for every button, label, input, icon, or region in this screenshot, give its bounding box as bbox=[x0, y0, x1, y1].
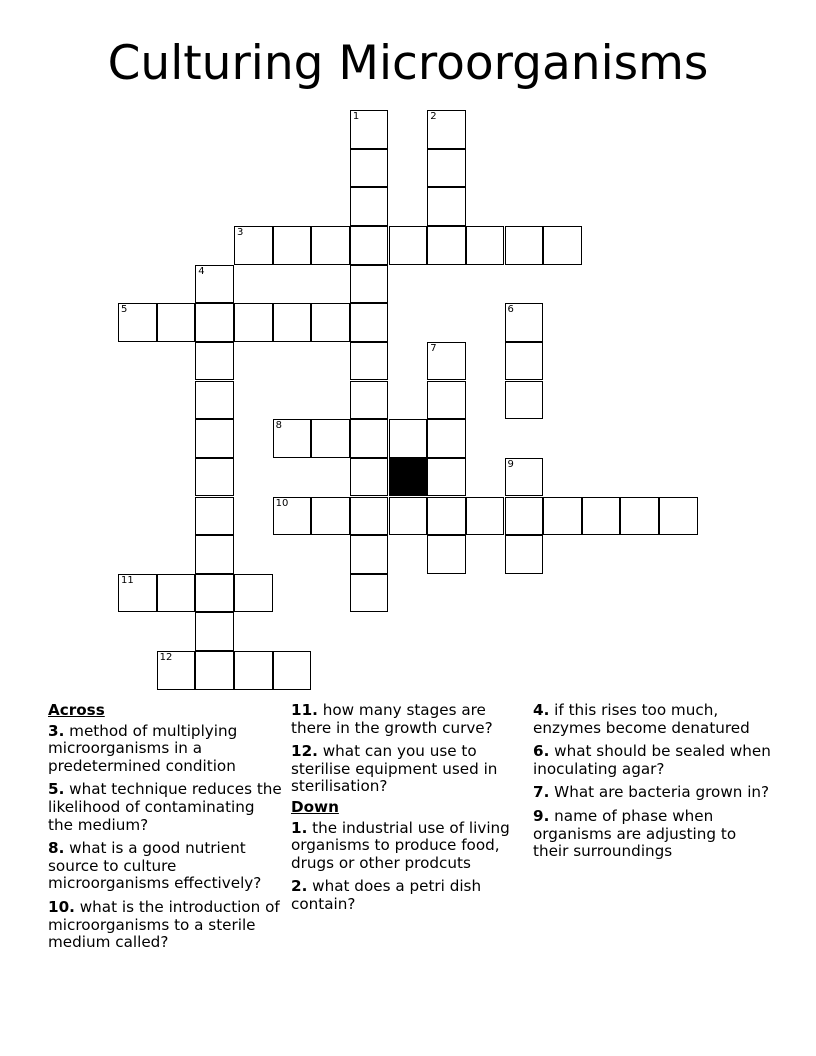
grid-cell[interactable] bbox=[273, 651, 312, 690]
grid-cell[interactable] bbox=[505, 342, 544, 381]
grid-cell[interactable] bbox=[195, 651, 234, 690]
grid-cell[interactable] bbox=[427, 381, 466, 420]
clue-number: 9 bbox=[507, 458, 514, 470]
grid-cell[interactable] bbox=[195, 419, 234, 458]
grid-cell[interactable] bbox=[466, 497, 505, 536]
grid-cell-2[interactable] bbox=[427, 110, 466, 149]
grid-cell[interactable] bbox=[195, 497, 234, 536]
grid-cell[interactable] bbox=[195, 612, 234, 651]
clue-number: 4 bbox=[198, 265, 205, 277]
grid-cell[interactable] bbox=[350, 226, 389, 265]
grid-cell[interactable] bbox=[195, 381, 234, 420]
grid-cell-8[interactable] bbox=[273, 419, 312, 458]
grid-cell-4[interactable] bbox=[195, 265, 234, 304]
grid-cell[interactable] bbox=[350, 187, 389, 226]
grid-cell[interactable] bbox=[389, 226, 428, 265]
grid-cell[interactable] bbox=[505, 226, 544, 265]
grid-cell[interactable] bbox=[234, 574, 273, 613]
grid-cell-6[interactable] bbox=[505, 303, 544, 342]
grid-cell[interactable] bbox=[195, 342, 234, 381]
grid-cell[interactable] bbox=[234, 651, 273, 690]
across-heading: Across bbox=[48, 701, 105, 719]
grid-cell[interactable] bbox=[389, 419, 428, 458]
grid-cell[interactable] bbox=[543, 497, 582, 536]
grid-cell[interactable] bbox=[195, 574, 234, 613]
grid-cell[interactable] bbox=[543, 226, 582, 265]
grid-cell[interactable] bbox=[311, 303, 350, 342]
grid-cell[interactable] bbox=[427, 187, 466, 226]
clue-down-2: 2. what does a petri dish contain? bbox=[291, 877, 482, 913]
grid-cell[interactable] bbox=[350, 574, 389, 613]
grid-cell[interactable] bbox=[273, 303, 312, 342]
clue-across-5: 5. what technique reduces the likelihood of contaminating the medium? bbox=[48, 780, 282, 834]
grid-cell[interactable] bbox=[659, 497, 698, 536]
clue-number: 8 bbox=[275, 420, 282, 432]
clue-down-7: 7. What are bacteria grown in? bbox=[533, 783, 770, 802]
clue-across-10: 10. what is the introduction of microorganisms to a sterile medium called? bbox=[48, 897, 280, 952]
grid-cell[interactable] bbox=[195, 535, 234, 574]
grid-cell-3[interactable] bbox=[234, 226, 273, 265]
grid-cell[interactable] bbox=[350, 342, 389, 381]
clue-column-1 bbox=[48, 702, 283, 958]
grid-cell-11[interactable] bbox=[118, 574, 157, 613]
clue-column-3 bbox=[533, 702, 773, 867]
grid-cell[interactable] bbox=[157, 574, 196, 613]
grid-cell-1[interactable] bbox=[350, 110, 389, 149]
grid-cell[interactable] bbox=[427, 535, 466, 574]
grid-cell[interactable] bbox=[505, 381, 544, 420]
grid-cell[interactable] bbox=[427, 497, 466, 536]
clue-number: 3 bbox=[236, 226, 244, 238]
grid-cell[interactable] bbox=[505, 535, 544, 574]
grid-cell[interactable] bbox=[234, 303, 273, 342]
clue-number: 7 bbox=[430, 342, 437, 354]
clue-down-9: 9. name of phase when organisms are adjusting to their surroundings bbox=[533, 806, 737, 861]
grid-cell[interactable] bbox=[389, 497, 428, 536]
clue-number: 11 bbox=[121, 574, 134, 586]
clue-across-12: 12. what can you use to sterilise equipment used in sterilisation? bbox=[291, 742, 498, 796]
grid-cell[interactable] bbox=[350, 535, 389, 574]
grid-cell[interactable] bbox=[582, 497, 621, 536]
grid-cell[interactable] bbox=[350, 381, 389, 420]
grid-cell[interactable] bbox=[311, 226, 350, 265]
down-heading: Down bbox=[291, 797, 339, 816]
clue-number: 12 bbox=[159, 652, 173, 664]
grid-cell[interactable] bbox=[466, 226, 505, 265]
grid-cell-10[interactable] bbox=[273, 497, 312, 536]
grid-cell[interactable] bbox=[350, 265, 389, 304]
grid-cell[interactable] bbox=[350, 149, 389, 188]
puzzle-title: Culturing Microorganisms bbox=[107, 36, 709, 91]
clue-number: 5 bbox=[121, 304, 128, 316]
clue-number: 2 bbox=[430, 111, 437, 122]
clue-number: 6 bbox=[507, 304, 514, 316]
grid-cell[interactable] bbox=[620, 497, 659, 536]
clue-down-4: 4. if this rises too much, enzymes become denatured bbox=[533, 701, 750, 737]
grid-cell[interactable] bbox=[505, 497, 544, 536]
clue-column-2 bbox=[291, 702, 519, 920]
clue-number: 10 bbox=[275, 497, 289, 509]
grid-cell[interactable] bbox=[350, 419, 389, 458]
grid-cell[interactable] bbox=[350, 303, 389, 342]
grid-cell[interactable] bbox=[273, 226, 312, 265]
grid-cell[interactable] bbox=[350, 497, 389, 536]
grid-cell[interactable] bbox=[195, 303, 234, 342]
clue-down-6: 6. what should be sealed when inoculating agar? bbox=[533, 742, 771, 778]
grid-cell[interactable] bbox=[311, 497, 350, 536]
grid-cell[interactable] bbox=[427, 419, 466, 458]
grid-cell-12[interactable] bbox=[157, 651, 196, 690]
clue-across-3: 3. method of multiplying microorganisms in a predetermined condition bbox=[48, 721, 238, 775]
clue-number: 1 bbox=[352, 111, 360, 122]
grid-cell-7[interactable] bbox=[427, 342, 466, 381]
clue-across-8: 8. what is a good nutrient source to culture microorganisms effectively? bbox=[48, 839, 262, 893]
clue-across-11: 11. how many stages are there in the growth curve? bbox=[291, 701, 493, 737]
grid-cell[interactable] bbox=[427, 226, 466, 265]
grid-cell-5[interactable] bbox=[118, 303, 157, 342]
clue-down-1: 1. the industrial use of living organisms to produce food, drugs or other prodcuts bbox=[291, 818, 510, 872]
blocked-cell bbox=[389, 458, 428, 497]
grid-cell[interactable] bbox=[311, 419, 350, 458]
grid-cell[interactable] bbox=[427, 458, 466, 497]
grid-cell[interactable] bbox=[195, 458, 234, 497]
grid-cell[interactable] bbox=[350, 458, 389, 497]
grid-cell[interactable] bbox=[427, 149, 466, 188]
grid-cell[interactable] bbox=[157, 303, 196, 342]
grid-cell-9[interactable] bbox=[505, 458, 544, 497]
